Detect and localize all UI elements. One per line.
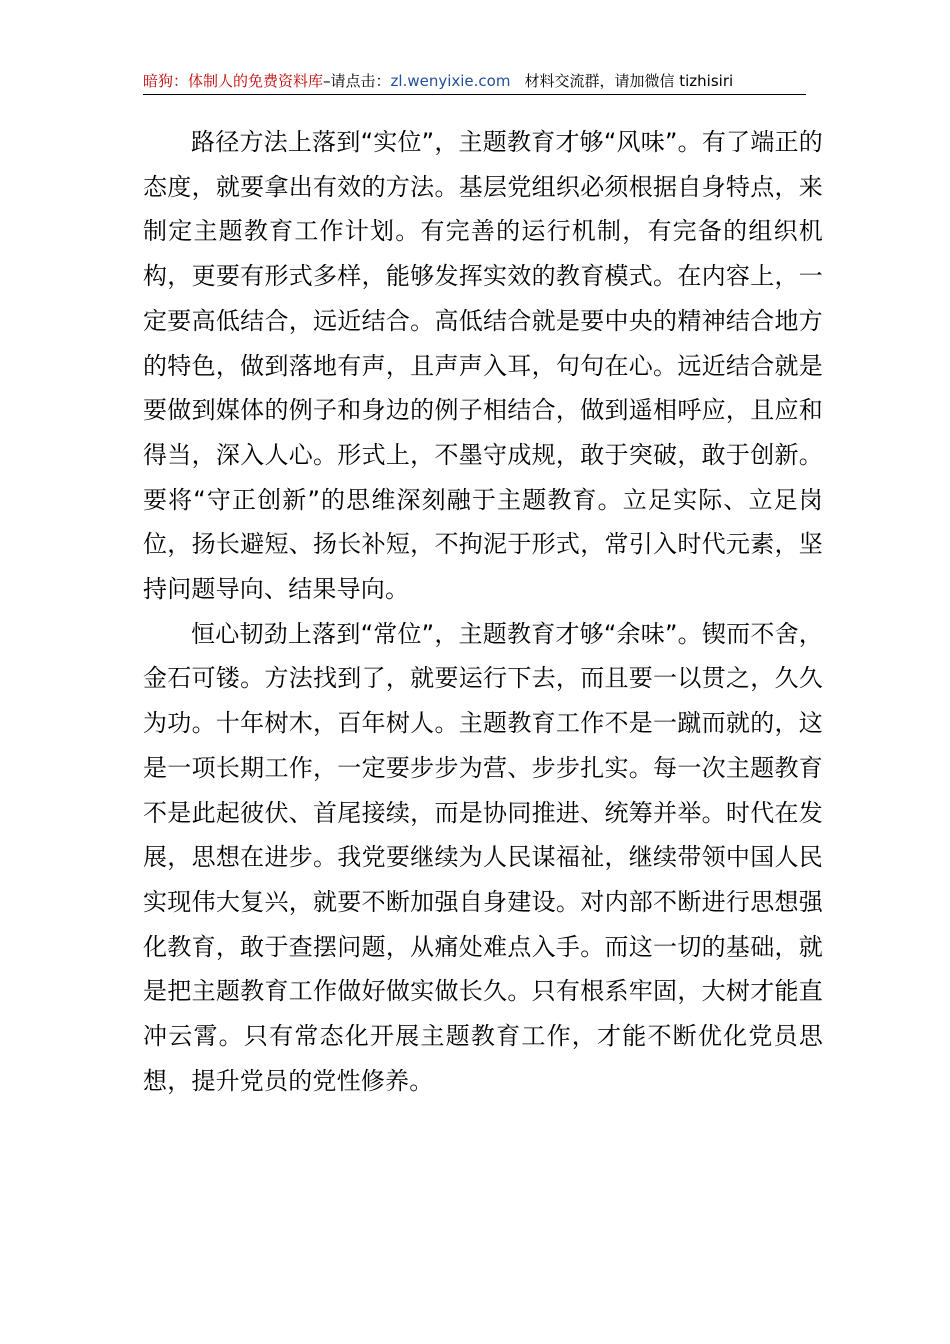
document-body bbox=[143, 120, 823, 1103]
paragraph-perseverance: 恒心韧劲上落到“常位”，主题教育才够“余味”。锲而不舍，金石可镂。方法找到了，就要运行下去，而且要一以贯之，久久为功。十年树木，百年树人。主题教育工作不是一蹴而就的，这是一项长期工作，一定要步步为营、步步扎实。每一次主题教育不是此起彼伏、首尾接续，而是协同推进、统筹并举。时代在发展，思想在进步。我党要继续为人民谋福祉，继续带领中国人民实现伟大复兴，就要不断加强自身建设。对内部不断进行思想强化教育，敢于查摆问题，从痛处难点入手。而这一切的基础，就是把主题教育工作做好做实做长久。只有根系牢固，大树才能直冲云霄。只有常态化开展主题教育工作，才能不断优化党员思想，提升党员的党性修养。 bbox=[143, 619, 823, 1095]
header-url-link[interactable]: zl.wenyixie.com bbox=[390, 72, 511, 90]
header-click-prompt: –请点击： bbox=[323, 72, 391, 90]
page-header bbox=[143, 70, 806, 95]
paragraph-method: 路径方法上落到“实位”，主题教育才够“风味”。有了端正的态度，就要拿出有效的方法。基层党组织必须根据自身特点，来制定主题教育工作计划。有完善的运行机制，有完备的组织机构，更要有形式多样，能够发挥实效的教育模式。在内容上，一定要高低结合，远近结合。高低结合就是要中央的精神结合地方的特色，做到落地有声，且声声入耳，句句在心。远近结合就是要做到媒体的例子和身边的例子相结合，做到遥相呼应，且应和得当，深入人心。形式上，不墨守成规，敢于突破，敢于创新。要将“守正创新”的思维深刻融于主题教育。立足实际、立足岗位，扬长避短、扬长补短，不拘泥于形式，常引入时代元素，坚持问题导向、结果导向。 bbox=[143, 128, 823, 604]
header-group-note: 材料交流群，请加微信 tizhisiri bbox=[524, 72, 734, 90]
header-site-title: 暗狗：体制人的免费资料库 bbox=[143, 72, 324, 90]
